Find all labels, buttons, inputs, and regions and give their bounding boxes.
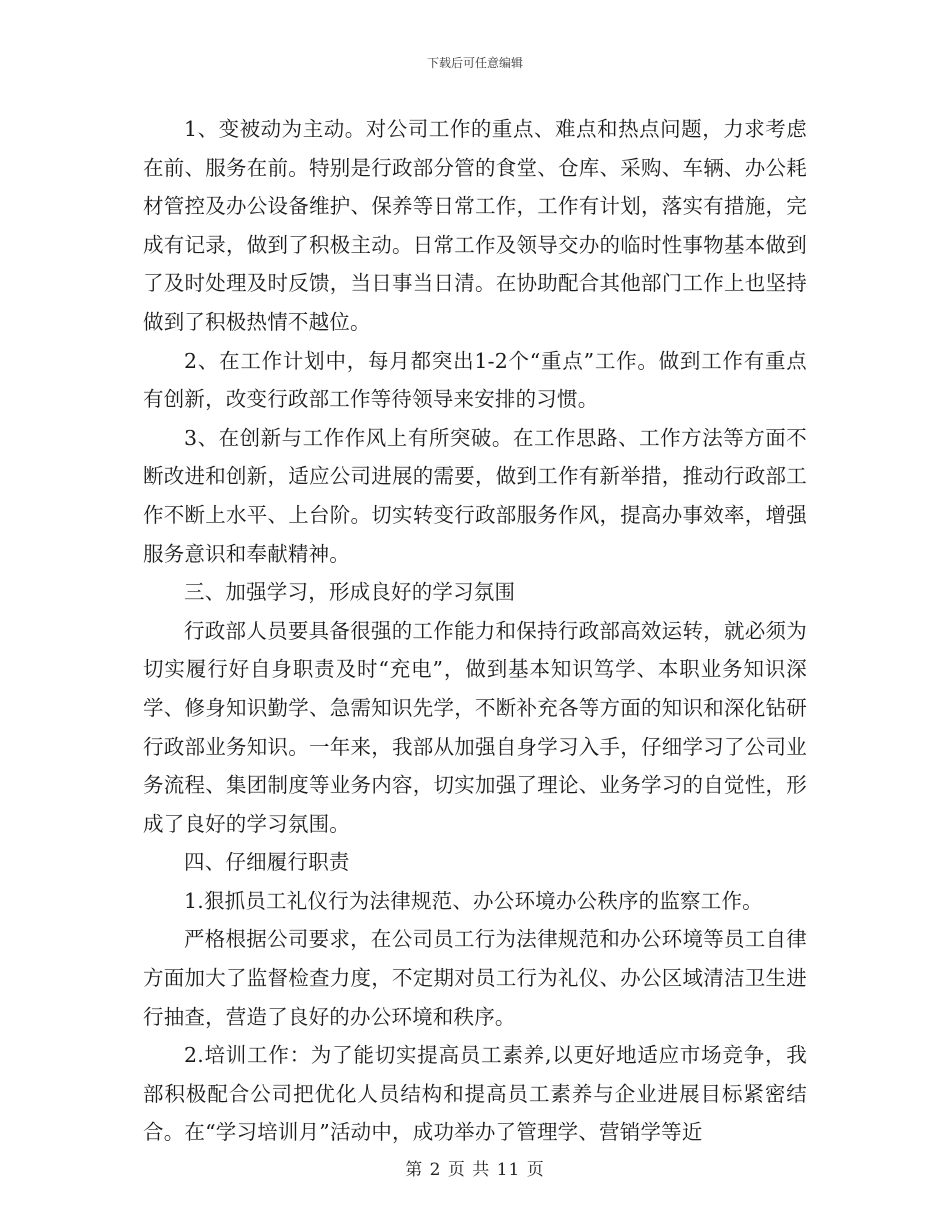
paragraph-1: 1、变被动为主动。对公司工作的重点、难点和热点问题，力求考虑在前、服务在前。特别是行政部分管的食堂、仓库、采购、车辆、办公耗材管控及办公设备维护、保养等日常工作，工作有计划，落实有措施，完成有记录，做到了积极主动。日常工作及领导交办的临时性事物基本做到了及时处理及时反馈，当日事当日清。在协助配合其他部门工作上也坚持做到了积极热情不越位。: [143, 117, 807, 334]
paragraph-2: 2、在工作计划中，每月都突出1-2个“重点”工作。做到工作有重点有创新，改变行政部工作等待领导来安排的习惯。: [143, 348, 807, 412]
section-heading-4: 四、仔细履行职责: [184, 850, 350, 875]
paragraph-3: 3、在创新与工作作风上有所突破。在工作思路、工作方法等方面不断改进和创新，适应公司进展的需要，做到工作有新举措，推动行政部工作不断上水平、上台阶。切实转变行政部服务作风，提高办事效率，增强服务意识和奉献精神。: [143, 425, 807, 566]
paragraph-5: 1.狠抓员工礼仪行为法律规范、办公环境办公秩序的监察工作。: [184, 888, 763, 913]
page-footer: 第 2 页 共 11 页: [405, 1160, 545, 1180]
paragraph-6: 严格根据公司要求，在公司员工行为法律规范和办公环境等员工自律方面加大了监督检查力度，不定期对员工行为礼仪、办公区域清洁卫生进行抽查，营造了良好的办公环境和秩序。: [143, 927, 807, 1029]
section-heading-3: 三、加强学习，形成良好的学习氛围: [184, 580, 516, 605]
document-body: [143, 110, 807, 1152]
paragraph-7: 2.培训工作：为了能切实提高员工素养,以更好地适应市场竞争，我部积极配合公司把优化人员结构和提高员工素养与企业进展目标紧密结合。在“学习培训月”活动中，成功举办了管理学、营销学等近: [143, 1043, 807, 1145]
paragraph-4: 行政部人员要具备很强的工作能力和保持行政部高效运转，就必须为切实履行好自身职责及时“充电”，做到基本知识笃学、本职业务知识深学、修身知识勤学、急需知识先学，不断补充各等方面的知识和深化钻研行政部业务知识。一年来，我部从加强自身学习入手，仔细学习了公司业务流程、集团制度等业务内容，切实加强了理论、业务学习的自觉性，形成了良好的学习氛围。: [143, 618, 807, 836]
page-header: 下载后可任意编辑: [426, 56, 523, 70]
